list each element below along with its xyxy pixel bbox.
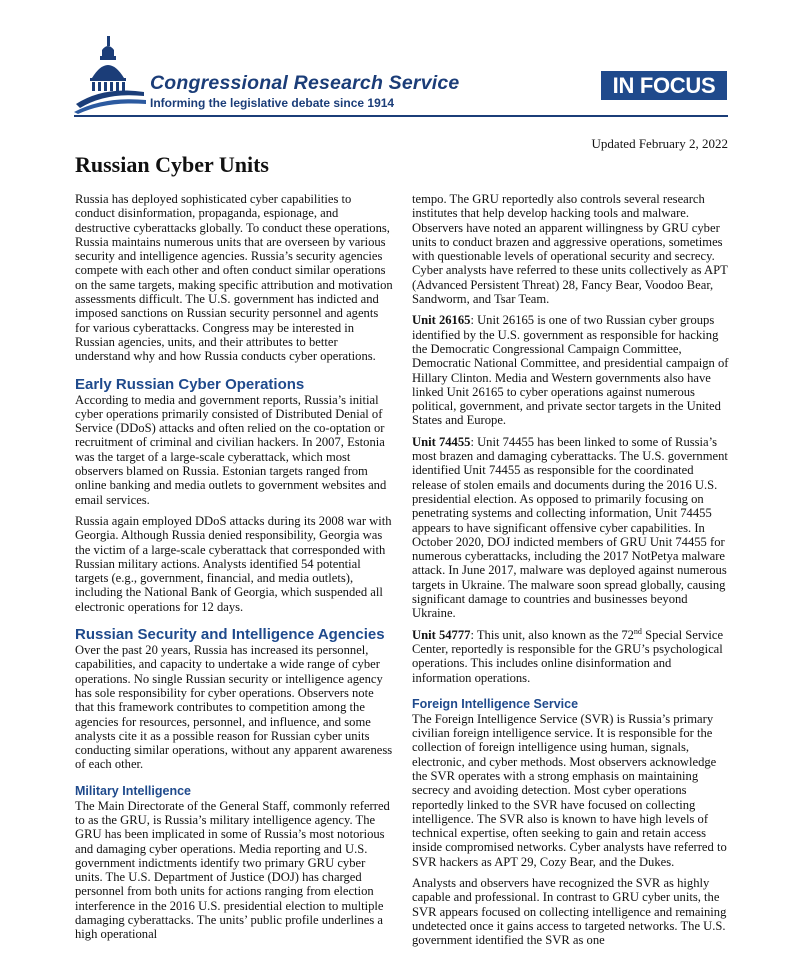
right-column (412, 192, 730, 955)
updated-date: Updated February 2, 2022 (591, 136, 728, 151)
org-name: Congressional Research Service (150, 72, 460, 94)
unit-74455-paragraph (412, 435, 730, 621)
military-paragraph: The Main Directorate of the General Staff, commonly referred to as the GRU, is Russia’s military intelligence agency. The GRU has been implicated in some of Russia’s most notorious and damaging cyber operations. Media reporting and U.S. government indictments identify two primary GRU cyber units. The U.S. Department of Justice (DOJ) has charged personnel from both units for actions ranging from election interference in the 2016 U.S. presidential election to multiple damaging cyberattacks. The units’ public profile underlines a high operational (75, 798, 390, 942)
unit-74455-text: : Unit 74455 has been linked to some of Russia’s most brazen and damaging cyberattacks. The U.S. government identified Unit 74455 as responsible for the coordinated release of stolen emails and documents during the 2016 U.S. presidential election. As opposed to primarily focusing on penetrating systems and collecting information, Unit 74455 appears to have significant offensive cyber capabilities. In October 2020, DOJ indicted members of GRU Unit 74455 for numerous cyberattacks, including the 2017 NotPetya malware attack. In June 2017, malware was deployed against numerous targets in Ukraine. The malware soon spread globally, causing significant damage to countries and businesses beyond Ukraine. (412, 434, 728, 621)
svr-paragraph-2: Analysts and observers have recognized the SVR as highly capable and professional. In contrast to GRU cyber units, the SVR appears focused on collecting intelligence and remaining undetected once it gains access to targeted networks. The U.S. government identified the SVR as one (412, 876, 727, 948)
unit-26165-text: : Unit 26165 is one of two Russian cyber groups identified by the U.S. government as responsible for hacking the Democratic Congressional Campaign Committee, Democratic National Committee, and presidential campaign of Hillary Clinton. Media and Western governments also have linked Unit 26165 to cyber operations against numerous political, government, and private sector targets in the United States and Europe. (412, 313, 729, 428)
early-ops-paragraph-1: According to media and government reports, Russia’s initial cyber operations primarily consisted of Distributed Denial of Service (DDoS) attacks and often relied on the co-optation or recruitment of criminal and civilian hackers. In 2007, Estonia was the target of a large-scale cyberattack, which most observers blamed on Russia. Estonian targets ranged from online banking and media outlets to government websites and email services. (75, 392, 387, 507)
subsection-heading-svr: Foreign Intelligence Service (412, 696, 579, 711)
unit-74455-label: Unit 74455 (412, 434, 471, 449)
unit-26165-paragraph (412, 313, 730, 427)
unit-54777-paragraph (412, 628, 730, 685)
header-divider (74, 115, 728, 117)
unit-54777-text-b: Special Service Center, reportedly is responsible for the GRU’s psychological operations. This includes online disinformation and information operations. (412, 627, 724, 685)
left-column (75, 192, 393, 949)
in-focus-badge: IN FOCUS (601, 71, 727, 100)
section-heading-early-ops: Early Russian Cyber Operations (75, 375, 305, 393)
unit-54777-label: Unit 54777 (412, 627, 471, 642)
continued-paragraph: tempo. The GRU reportedly also controls several research institutes that help develop hacking tools and malware. Observers have noted an apparent willingness by GRU cyber units to conduct brazen and aggressive operations, sometimes with questionable levels of operational security and secrecy. Cyber analysts have referred to these units collectively as APT (Advanced Persistent Threat) 28, Fancy Bear, Voodoo Bear, Sandworm, and Tsar Team. (412, 192, 728, 307)
org-tagline: Informing the legislative debate since 1914 (150, 96, 395, 110)
ordinal-superscript: nd (633, 626, 642, 636)
subsection-heading-military: Military Intelligence (75, 783, 192, 798)
early-ops-paragraph-2: Russia again employed DDoS attacks during its 2008 war with Georgia. Although Russia denied responsibility, Georgia was the victim of a large-scale cyberattack that corresponded with Russian military actions. Analysts identified 54 potential targets (e.g., government, financial, and media outlets), including the National Bank of Georgia, which suspended all electronic operations for 12 days. (75, 513, 392, 614)
section-heading-agencies: Russian Security and Intelligence Agencies (75, 626, 385, 644)
intro-paragraph: Russia has deployed sophisticated cyber capabilities to conduct disinformation, propaganda, espionage, and destructive cyberattacks globally. To conduct these operations, Russia maintains numerous units that are overseen by various security and intelligence agencies. Russia’s security agencies compete with each other and often conduct similar operations on the same targets, making specific attribution and motivation assessments difficult. The U.S. government has indicted and imposed sanctions on Russian security personnel and agents for various cyberattacks. Congress may be interested in Russian agencies, units, and their attributes to better understand why and how Russia conducts cyber operations. (75, 192, 393, 364)
unit-54777-text-a: : This unit, also known as the 72 (470, 627, 634, 642)
agencies-paragraph: Over the past 20 years, Russia has increased its personnel, capabilities, and capacity to undertake a wide range of cyber operations. No single Russian security or intelligence agency has sole responsibility for cyber operations. Observers note that this framework contributes to competition among the agencies for resources, personnel, and influence, and some analysts cite it as a possible reason for Russian cyber units conducting similar operations, without any apparent awareness of each other. (75, 643, 393, 772)
page-title: Russian Cyber Units (75, 152, 269, 177)
unit-26165-label: Unit 26165 (412, 313, 471, 328)
svr-paragraph-1: The Foreign Intelligence Service (SVR) is Russia’s primary civilian foreign intelligence service. It is responsible for the collection of foreign intelligence using human, signals, electronic, and cyber methods. Most observers acknowledge the SVR operates with a strong emphasis on maintaining secrecy and avoiding detection. Most cyber operations reportedly linked to the SVR have focused on collecting intelligence. The SVR also is known to have high levels of technical expertise, often seeking to gain and retain access inside compromised networks. Cyber analysts have referred to SVR hackers as APT 29, Cozy Bear, and the Dukes. (412, 711, 727, 869)
page-header (0, 0, 800, 125)
capitol-dome-logo-icon (74, 34, 146, 114)
